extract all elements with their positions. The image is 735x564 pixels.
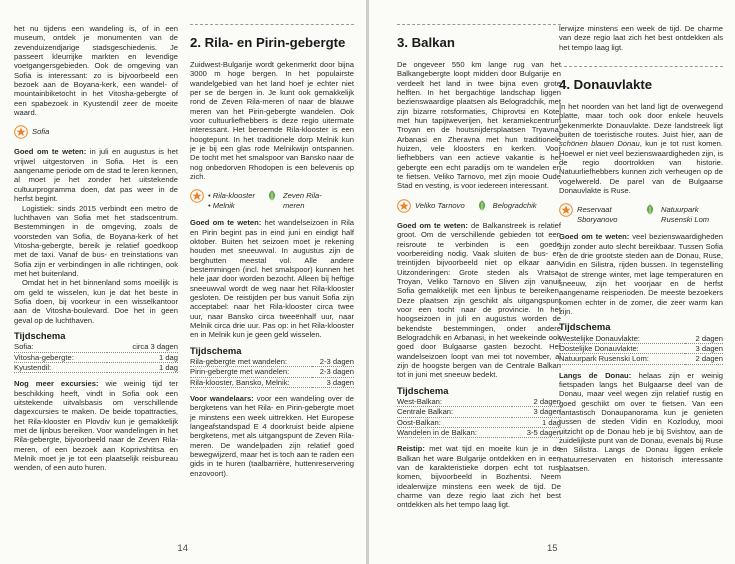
donau-intro-b: , kun je tot rust komen. Hoewel er niet veel bezienswaardigheden zijn, is de regio doortrokken van historie. Natuurliefhebbers kunnen zich verheugen op de vogelwereld. De parel van de Bulgaarse Donauvlakte is Ruse. <box>559 139 723 196</box>
map-ref-item <box>397 199 465 213</box>
schedule-table <box>397 397 561 438</box>
schedule-row <box>397 428 561 438</box>
map-ref-label: • Melnik <box>208 201 255 210</box>
schedule-row <box>397 417 561 427</box>
schedule-title: Tijdschema <box>190 344 242 356</box>
schedule-key: Kyustendil: <box>14 363 107 373</box>
map-ref-label: • Rila-klooster <box>208 191 255 200</box>
map-reference-balkan <box>397 199 561 213</box>
section-rule <box>559 66 723 67</box>
map-ref-item <box>14 125 49 139</box>
donau-intro-em: schönen blauen Donau <box>559 139 640 149</box>
schedule-key: Pirin-gebergte met wandelen: <box>190 367 312 377</box>
schedule-key: Rila-klooster, Bansko, Melnik: <box>190 377 312 387</box>
schedule-table <box>14 342 178 373</box>
more-excursions-text: wie weinig tijd ter beschikking heeft, vindt in Sofia ook een uitstekende uitvalsbasis om verschillende dagexcursies te maken. De beide topattracties, het Rila-klooster en Plovdiv kun je gemakkelijk met de lijnbus bereiken. Voor wandelingen in het Rila-gebergte, bijvoorbeeld naar de Zeven Rila-meren, of een bezoek aan Koprivshtitsa en Melnik moet je je tot een plaatselijk reisbureau wenden, of een auto huren. <box>14 379 178 473</box>
map-ref-label: Veliko Tarnovo <box>415 200 465 210</box>
danube-paragraph <box>559 371 723 474</box>
page-number: 15 <box>547 543 558 554</box>
hikers-text: voor een wandeling over de bergketens van het Rila- en Pirin-gebergte moet je minstens een week uittrekken. Het Europese langeafstandspad E 4 doorkruist beide alpiene bergketens, met als uitgangspunt de Zeven Rila-meren. De wandelpaden zijn relatief goed bewegwijzerd, maar het is toch aan te raden een gids in te huren (taalbarrière, huttenreservering enzovoort). <box>190 394 354 478</box>
hikers-label: Voor wandelaars: <box>190 394 254 403</box>
schedule-value: 3 dagen <box>512 407 561 417</box>
schedule-table <box>190 357 354 388</box>
section-title: 3. Balkan <box>397 35 455 50</box>
schedule-row <box>190 367 354 377</box>
schedule-value: 2 dagen <box>685 354 723 364</box>
schedule-title: Tijdschema <box>397 384 449 396</box>
good-to-know-text: het wandelseizoen in Rila en Pirin begint pas in eind juni en eindigt half oktober. Buiten het seizoen moet je rekening houden met sneeuwval. In augustus zijn de berghutten meestal vol. Alle andere bestemmingen (incl. het smalspoor) kunnen het hele jaar door worden bezocht. Alleen bij heftige sneeuwval wordt de weg naar het Rila-klooster gesloten. De reistijden per bus vanuit Sofia zijn acceptabel: naar het Rila-klooster circa twee uur, naar Bansko circa tweeënhalf uur, naar Melnik circa drie uur. Pas op: in het Rila-klooster en in Melnik kun je geen geld wisselen. <box>190 218 354 340</box>
section-rule <box>190 24 354 25</box>
danube-text: helaas zijn er weinig fietspaden langs het Bulgaarse deel van de Donau, maar veel wegen zijn relatief rustig en goed geschikt om over te fietsen. Van een fantastisch Donaupanorama kun je genieten tussen de steden Vidin en Kozloduy, mooi uitzicht op de Donau heb je bij Svishtov, aan de zuidelijkste punt van de Donau, evenals bij Ruse en Silistra. Langs de Donau liggen enkele natuurreservaten en historisch interessante plaatsen. <box>559 370 723 474</box>
schedule-value: 2-3 dagen <box>319 356 354 366</box>
schedule-key: Sofia: <box>14 342 34 352</box>
schedule-value: 1 dag <box>512 417 561 427</box>
schedule-row <box>14 342 178 352</box>
schedule-row <box>190 377 354 387</box>
good-to-know-text: in juli en augustus is het vrijwel uitgestorven in Sofia. Het is een aangename periode om de stad te leren kennen, al moet je het zonder het uitstekende cultuurprogramma doen, dat pas weer in de herfst begint. <box>14 147 178 204</box>
schedule-row <box>559 343 723 353</box>
good-to-know <box>559 232 723 316</box>
travel-tip-label: Reistip: <box>397 444 425 454</box>
section-rule <box>397 24 561 25</box>
schedule-value: 2-3 dagen <box>312 367 354 377</box>
section-title: 2. Rila- en Pirin-gebergte <box>190 35 346 50</box>
schedule-row <box>397 407 561 417</box>
schedule-value: 1 dag <box>107 352 178 362</box>
logistics-paragraph: Logistiek: sinds 2015 verbindt een metro de luchthaven van Sofia met het stadscentrum. Bestemmingen in de omgeving, zoals de voorsteden van Sofia, de Boyana-kerk of het Vitosha-gebergte, bereik je relatief goedkoop met de taxi. Vanaf de bus- en treinstations van Sofia zijn er verbindingen in alle richtingen, ook met het buitenland. <box>14 203 178 278</box>
map-ref-item <box>265 189 331 210</box>
schedule-key: Vitosha-gebergte: <box>14 352 107 362</box>
schedule-value: circa 3 dagen <box>132 342 178 352</box>
column-balkan <box>397 24 561 510</box>
travel-tip-text: met wat tijd en moeite kun je in de Balkan het ware Bulgarije ontdekken en in een van de karakteristieke dorpen echt tot rust komen, bijvoorbeeld in Bozhentsi. Neem idealerwijze minstens een week de tijd. De charme van deze regio laat zich het best ontdekken als het tempo laag ligt. <box>397 444 561 510</box>
map-ref-item <box>643 203 721 224</box>
good-to-know-label: Goed om te weten: <box>14 147 87 157</box>
schedule-value: 3 dagen <box>312 377 354 387</box>
schedule-key: Oostelijke Donauvlakte: <box>559 343 685 353</box>
map-ref-label: Natuurpark Rusenski Lom <box>661 205 710 224</box>
more-excursions-label: Nog meer excursies: <box>14 379 99 389</box>
good-to-know <box>397 221 561 380</box>
schedule-row <box>14 352 178 362</box>
good-to-know <box>190 218 354 339</box>
star-icon <box>397 199 411 213</box>
schedule-value: 3-5 dagen <box>512 428 561 438</box>
star-icon <box>559 203 573 217</box>
leaf-icon <box>475 199 489 213</box>
section-title: 4. Donauvlakte <box>559 77 653 93</box>
good-to-know-label: Goed om te weten: <box>559 232 630 242</box>
money-paragraph: Omdat het in het binnenland soms moeilijk is om geld te wisselen, kun je dat het beste in Sofia doen, bij voorkeur in een wisselkantoor aan de Vitosha-boulevard. Doe het in geen geval op de luchthaven. <box>14 278 178 325</box>
schedule-row <box>190 357 354 367</box>
schedule-row <box>397 397 561 407</box>
leaf-icon <box>643 203 657 217</box>
map-ref-item <box>559 203 633 224</box>
good-to-know-label: Goed om te weten: <box>397 220 468 230</box>
page-number: 14 <box>177 543 188 554</box>
good-to-know-label: Goed om te weten: <box>190 218 262 228</box>
good-to-know-text: de Balkanstreek is relatief groot. Om de verschillende gebieden tot een reisroute te verbinden is een goede voorbereiding nodig. Vaak sluiten de bus- en treintijden bijvoorbeeld niet op elkaar aan. Uitzonderingen: Grote steden als Vratsa, Troyan, Veliko Tarnovo en Sliven zijn vanuit Sofia gemakkelijk met een lijnbus te bereiken. Deze plaatsen zijn geschikt als uitgangspunt voor een tocht naar de provincie. In het hoogseizoen in juli en augustus worden de bekendste bestemmingen, onder andere Belogradchik en Arbanasi, in het weekeinde ook goed door Bulgaarse gasten bezocht. Het wandelseizoen loopt van mei tot november, al zijn de hoogste bergen van de Centrale Balkan tot in juni met sneeuw bedekt. <box>397 220 561 380</box>
schedule-row <box>559 354 723 364</box>
page-14 <box>0 0 366 564</box>
schedule-key: Natuurpark Rusenski Lom: <box>559 354 685 364</box>
map-ref-list <box>208 189 255 210</box>
map-ref-label: Reservaat Sboryanovo <box>577 205 618 224</box>
schedule-value: 2 dagen <box>695 333 723 343</box>
hikers-paragraph <box>190 394 354 478</box>
map-ref-item <box>475 199 537 213</box>
leaf-icon <box>265 189 279 203</box>
map-reference-sofia <box>14 125 178 139</box>
schedule-key: West-Balkan: <box>397 397 443 406</box>
sofia-intro: het nu tijdens een wandeling is, of in een museum, ontdek je monumenten van de zevenduizendjarige stadsgeschiedenis. Je passeert kleurrijke markten en levendige voetgangersgebieden. Ook de omgeving van Sofia is interessant: zo is bijvoorbeeld een bezoek aan de Boyana-kerk, een wandel- of mountainbiketocht in het Vitosha-gebergte of een spabezoek in Kyustendil zeer de moeite waard. <box>14 24 178 118</box>
good-to-know-text: veel bezienswaardigheden zijn zonder auto slecht bereikbaar. Tussen Sofia en de drie grootste steden aan de Donau, Ruse, Vidin en Silistra, rijden bussen. In tegenstelling tot de strenge winter, met lage temperaturen en sneeuw, zijn het voorjaar en de herfst aangename reisperioden. De meeste bezoekers komen echter in de zomer, die zeer warm kan zijn. <box>559 232 723 316</box>
schedule-key: Oost-Balkan: <box>397 417 512 427</box>
schedule-key: Rila-gebergte met wandelen: <box>190 356 288 366</box>
map-ref-label: Belogradchik <box>492 200 537 210</box>
page-15 <box>369 0 735 564</box>
column-rila-pirin <box>190 24 354 478</box>
travel-tip <box>397 444 561 509</box>
schedule-title: Tijdschema <box>559 321 611 333</box>
rila-intro: Zuidwest-Bulgarije wordt gekenmerkt door bijna 3000 m hoge bergen. In het populairste wandelgebied van het land hoef je echter niet per se de bergen in. Je kunt ook gemakkelijk rond de Zeven Rila-meren of naar de blauwe meren van het Pirin-gebergte wandelen. Ook voor cultuurliefhebbers is deze regio uitermate interessant. Het beroemde Rila-klooster is een hoogtepunt. In het traditionele dorp Melnik kun je je bij een glas rode Melnikwijn ontspannen. De tocht met het smalspoor van Bansko naar de nog onbedorven Rhodopen is een belevenis op zich. <box>190 60 354 182</box>
column-donauvlakte <box>559 24 723 473</box>
column-sofia <box>14 24 178 473</box>
map-ref-label: Sofia <box>32 127 50 137</box>
balkan-intro: De ongeveer 550 km lange rug van het Balkangebergte loopt midden door Bulgarije en verdeelt het land in twee bijna even grote helften. In het bergachtige landschap liggen bezienswaardige plaatsen als Belogradchik, met zijn bizarre rotsformaties, Chiprovtsi en Kotel met hun tapijtweverijen, het keramiekcentrum Troyan en de houtsnijdersplaatsen Tryavna, Arbanasi en Zheravna met hun traditionele huizen, vele kloosters en kerken. Voor liefhebbers van een actieve vakantie is het gebergte een echt paradijs om te wandelen en te fietsen. Veliko Tarnovo, met zijn mooie Oude Stad en vesting, is voor iedereen interessant. <box>397 60 561 191</box>
schedule-key: Westelijke Donauvlakte: <box>559 333 640 343</box>
schedule-row <box>14 363 178 373</box>
good-to-know <box>14 147 178 203</box>
donau-intro <box>559 102 723 195</box>
donau-intro-a: In het noorden van het land ligt de overwegend platte, maar toch ook door enkele heuvels gekenmerkte Donauvlakte. Deze landstreek ligt buiten de toeristische routes. Juist hier, aan de <box>559 102 723 140</box>
continued-text: lerwijze minstens een week de tijd. De charme van deze regio laat zich het best ontdekken als het tempo laag ligt. <box>559 24 723 52</box>
schedule-title: Tijdschema <box>14 329 66 341</box>
map-reference-rila <box>190 189 354 210</box>
schedule-key: Centrale Balkan: <box>397 407 512 417</box>
map-ref-label: Zeven Rila-meren <box>282 191 322 210</box>
map-ref-item <box>190 189 255 210</box>
star-icon <box>14 125 28 139</box>
schedule-value: 2 dagen <box>533 397 561 406</box>
schedule-value: 3 dagen <box>685 343 723 353</box>
schedule-table <box>559 334 723 365</box>
more-excursions <box>14 379 178 472</box>
danube-label: Langs de Donau: <box>559 370 632 380</box>
star-icon <box>190 189 204 203</box>
schedule-key: Wandelen in de Balkan: <box>397 428 512 438</box>
schedule-value: 1 dag <box>107 363 178 373</box>
schedule-row <box>559 334 723 344</box>
map-reference-donau <box>559 203 723 224</box>
